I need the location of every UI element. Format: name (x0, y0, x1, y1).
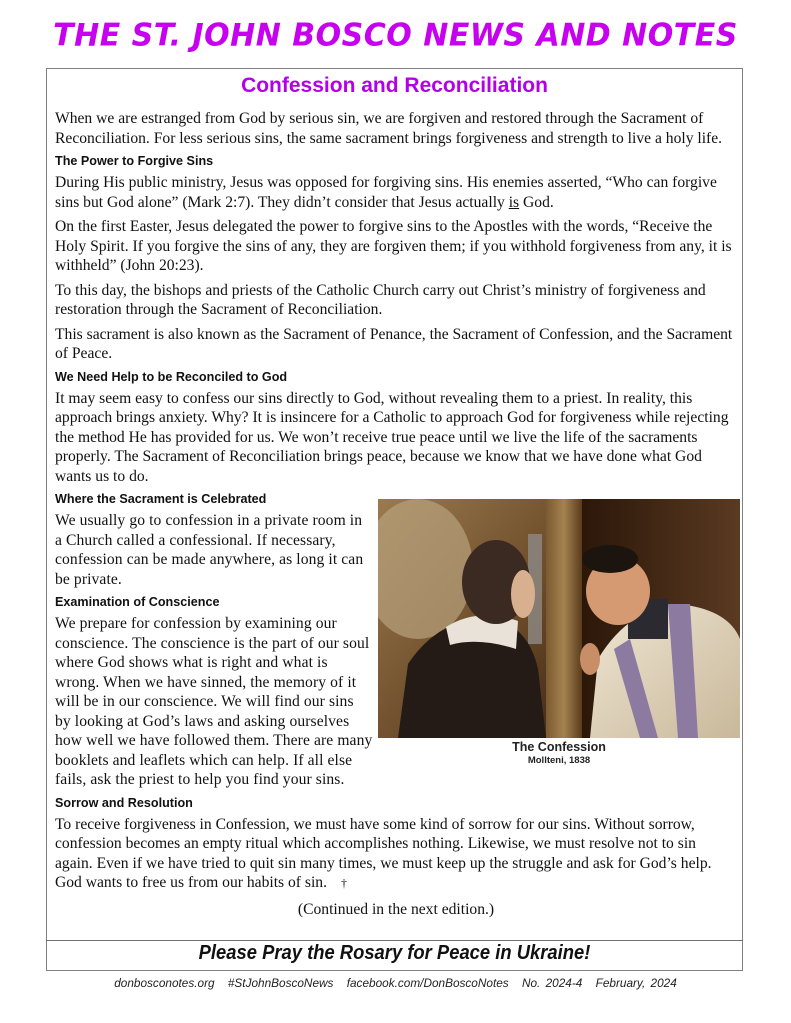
paragraph-where-celebrated: We usually go to confession in a private room in a Church called a confessional. If necessary, confession can be made anywhere, as long it can be private. (55, 512, 364, 588)
section-heading-sorrow: Sorrow and Resolution (55, 795, 193, 810)
painting-priest-biretta (582, 545, 638, 573)
painting-priest-hand (580, 643, 600, 675)
section-heading-where-celebrated: Where the Sacrament is Celebrated (55, 492, 267, 506)
painting-caption (378, 740, 740, 767)
footer-facebook-link[interactable]: facebook.com/DonBoscoNotes (346, 976, 509, 990)
paragraph-first-easter: On the first Easter, Jesus delegated the power to forgive sins to the Apostles with the words, “Receive the Holy Spirit. If you forgive the sins of any, they are forgiven them; if you withhold forgiveness from any, it is withheld” (John 20:23). (55, 218, 732, 274)
paragraph-text: During His public ministry, Jesus was opposed for forgiving sins. His enemies asserted, “Who can forgive sins but God alone” (Mark 2:7). They didn’t consider that Jesus actually (55, 174, 717, 211)
footer-website-link[interactable]: donbosconotes.org (114, 976, 215, 990)
section-heading-need-help: We Need Help to be Reconciled to God (55, 369, 288, 384)
painting-illustration (378, 499, 740, 738)
paragraph-examination: We prepare for confession by examining our conscience. The conscience is the part of our soul where God shows what is right and what is wrong. When we have sinned, the memory of it will be in our conscience. We will find our sins by looking at God’s laws and asking ourselves how well we have followed them. There are many booklets and leaflets which can help. If all else fails, ask the priest to help you find your sins. (55, 615, 373, 788)
section-heading-power-to-forgive: The Power to Forgive Sins (55, 154, 214, 168)
underlined-word: is (508, 193, 520, 211)
article-title: Confession and Reconciliation (241, 74, 548, 97)
paragraph-also-known: This sacrament is also known as the Sacrament of Penance, the Sacrament of Confession, and the Sacrament of Peace. (55, 325, 733, 362)
footer (0, 976, 791, 990)
cross-icon: † (340, 876, 347, 890)
painting-woman-face (511, 570, 535, 618)
paragraph-public-ministry (55, 173, 737, 212)
confession-painting (378, 499, 740, 738)
footer-issue-number: No. 2024-4 (521, 976, 583, 990)
painting-figure (378, 499, 740, 767)
caption-title: The Confession (512, 740, 606, 754)
intro-paragraph: When we are estranged from God by serious sin, we are forgiven and restored through the Sacrament of Reconciliation. For less serious sins, the same sacrament brings forgiveness and strength to live a holy life. (55, 110, 723, 147)
paragraph-need-help: It may seem easy to confess our sins directly to God, without revealing them to a priest. In reality, this approach brings anxiety. Why? It is insincere for a Catholic to approach God for forgiveness while rejecting the method He has provided for us. We won’t receive true peace until we live the life of the sacraments properly. The Sacrament of Reconciliation brings peace, because we know that we have done what God wants us to do. (55, 389, 729, 485)
left-column (55, 491, 373, 790)
paragraph-sorrow (55, 815, 737, 894)
caption-credit: Mollteni, 1838 (527, 755, 591, 766)
paragraph-text-end: God. (519, 193, 554, 211)
newsletter-masthead: THE ST. JOHN BOSCO NEWS AND NOTES (53, 17, 738, 54)
painting-confessional-post (546, 499, 582, 738)
footer-date: February, 2024 (595, 976, 677, 990)
paragraph-text: To receive forgiveness in Confession, we must have some kind of sorrow for our sins. Without sorrow, confession becomes an empty ritual which accomplishes nothing. Likewise, we must resolve not to sin again. Even if we have tried to quit sin many times, we must keep up the struggle and ask for God’s help. God wants to free us from our habits of sin. (55, 815, 712, 891)
banner-divider (46, 940, 743, 941)
prayer-banner: Please Pray the Rosary for Peace in Ukraine! (198, 942, 591, 964)
continued-note: (Continued in the next edition.) (297, 900, 495, 918)
section-heading-examination: Examination of Conscience (55, 595, 220, 609)
paragraph-bishops-priests: To this day, the bishops and priests of the Catholic Church carry out Christ’s ministry of forgiveness and restoration through the Sacrament of Reconciliation. (55, 281, 706, 318)
footer-hashtag: #StJohnBoscoNews (227, 976, 334, 990)
